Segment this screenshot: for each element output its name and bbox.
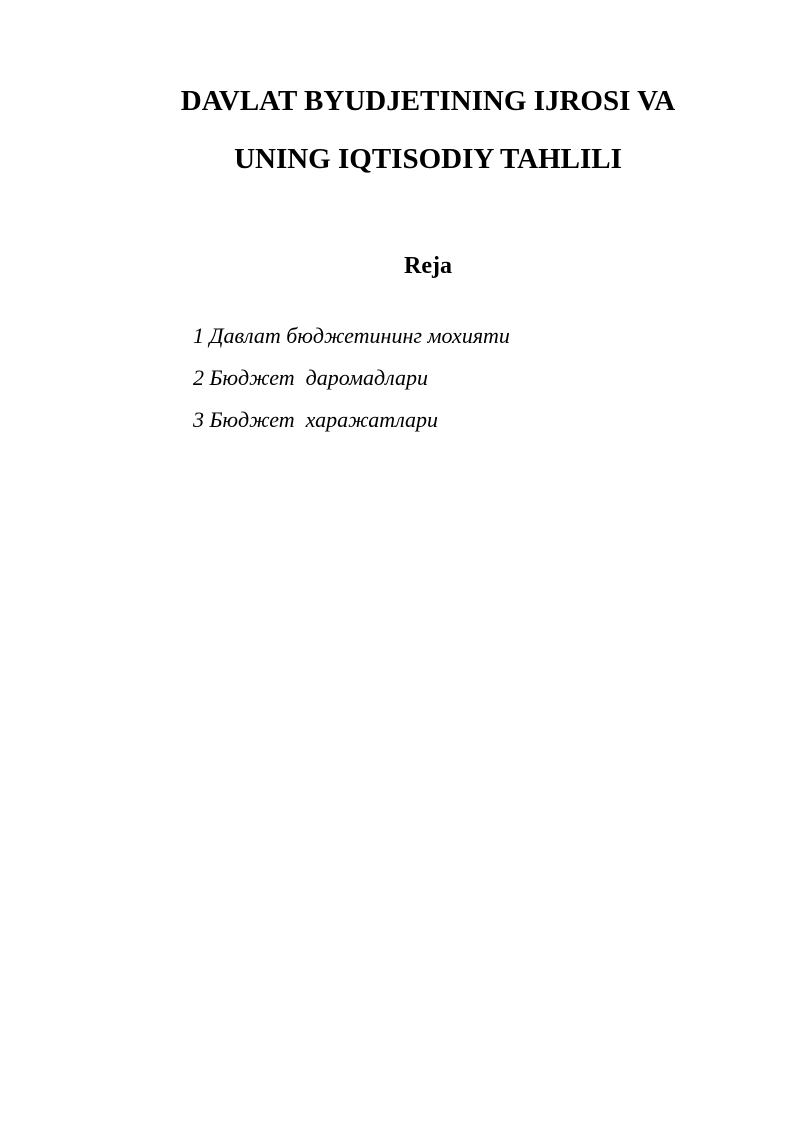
title-line-1: DAVLAT BYUDJETINING IJROSI VA: [180, 85, 676, 117]
document-title: [120, 72, 736, 188]
plan-item-3: 3 Бюджет харажатлари: [193, 407, 439, 432]
plan-heading: Reja: [404, 253, 452, 279]
plan-list: [193, 315, 510, 441]
plan-item-1: 1 Давлат бюджетининг мохияти: [193, 323, 510, 348]
title-line-2: UNING IQTISODIY TAHLILI: [234, 143, 622, 175]
plan-item-2: 2 Бюджет даромадлари: [193, 365, 428, 390]
